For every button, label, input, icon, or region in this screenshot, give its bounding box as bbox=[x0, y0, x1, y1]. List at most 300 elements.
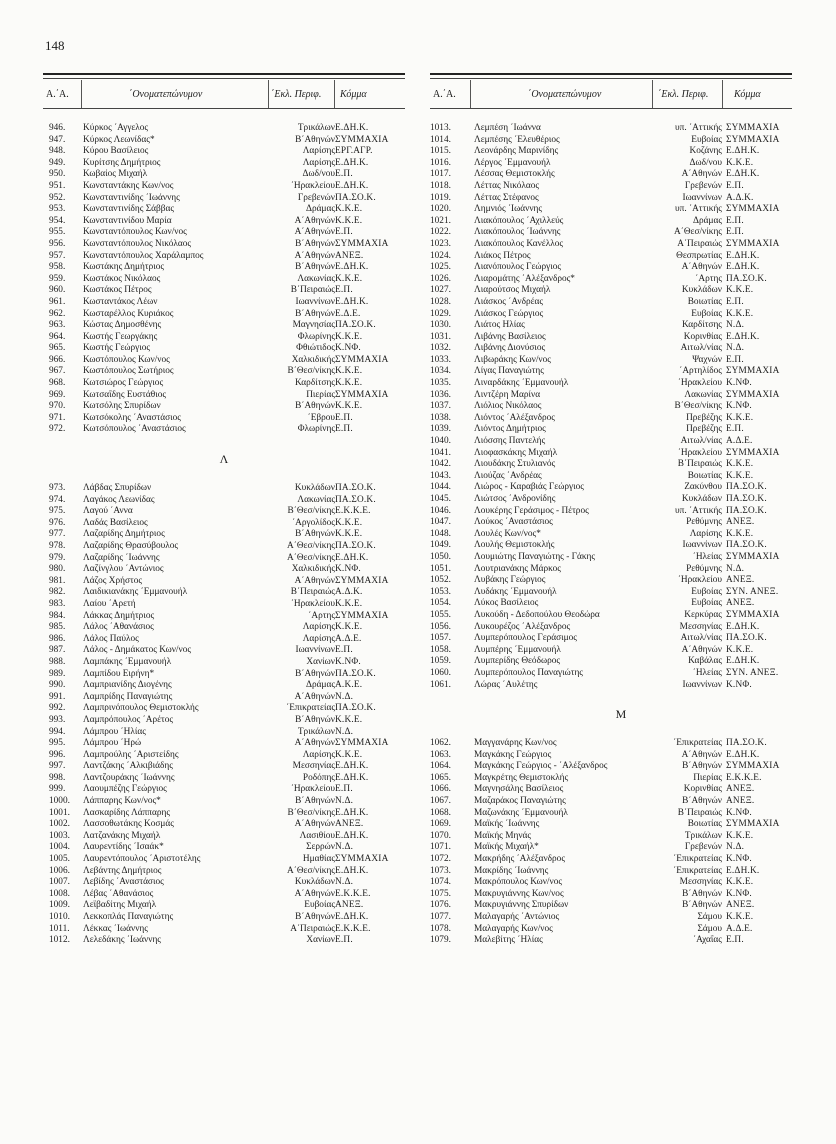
row-party: Κ.Κ.Ε. bbox=[335, 598, 363, 609]
row-number: 1030. bbox=[430, 320, 451, 331]
row-name: Λουτριανάκης Μάρκος bbox=[474, 563, 561, 574]
row-number: 1070. bbox=[430, 830, 451, 841]
row-name: Λέβας ΄Αθανάσιος bbox=[83, 888, 154, 899]
row-constituency: Χαλκιδικής bbox=[291, 564, 335, 575]
row-party: Ν.Δ. bbox=[726, 563, 745, 574]
row-party: ΑΝΕΞ. bbox=[726, 598, 755, 609]
row-number: 1044. bbox=[430, 482, 451, 493]
row-name: Μαζωνάκης ΄Εμμανουήλ bbox=[474, 807, 568, 818]
table-row bbox=[430, 320, 792, 332]
row-number: 956. bbox=[49, 238, 66, 249]
table-row bbox=[430, 158, 792, 170]
row-name: Λούκος ΄Αναστάσιος bbox=[474, 517, 553, 528]
table-row bbox=[430, 193, 792, 205]
table-row bbox=[43, 390, 405, 402]
row-party: ΣΥΜΜΑΧΙΑ bbox=[726, 389, 780, 400]
row-party: Κ.Κ.Ε. bbox=[335, 204, 363, 215]
row-party: Ε.ΔΗ.Κ. bbox=[726, 656, 760, 667]
row-constituency: Α΄Αθηνών bbox=[294, 738, 335, 749]
table-row bbox=[43, 657, 405, 669]
row-party: Ε.ΔΗ.Κ. bbox=[335, 123, 369, 133]
table-header bbox=[43, 73, 405, 109]
row-number: 1036. bbox=[430, 389, 451, 400]
table-row bbox=[430, 517, 792, 529]
row-party: ΣΥΜΜΑΧΙΑ bbox=[726, 447, 780, 458]
row-name: Μαϊκής ΄Ιωάννης bbox=[474, 819, 540, 830]
row-number: 997. bbox=[49, 761, 66, 772]
row-party: Κ.Κ.Ε. bbox=[726, 459, 754, 470]
table-row bbox=[430, 866, 792, 878]
row-name: Λουλές Κων/νος* bbox=[474, 528, 541, 539]
row-party: Ε.Δ.Ε. bbox=[335, 308, 361, 319]
row-number: 964. bbox=[49, 331, 66, 342]
row-constituency: ΄Επικρατείας bbox=[673, 854, 722, 865]
row-name: Λάλος Παύλος bbox=[83, 633, 139, 644]
row-party: ΠΑ.ΣΟ.Κ. bbox=[335, 192, 376, 203]
row-party: ΑΝΕΞ. bbox=[726, 517, 755, 528]
row-name: Κωτσόλης Σπυρίδων bbox=[83, 401, 161, 412]
row-constituency: Σάμου bbox=[697, 923, 722, 934]
row-constituency: Α΄Αθηνών bbox=[294, 215, 335, 226]
row-name: Κωσταντάκος Λέων bbox=[83, 296, 158, 307]
row-party: ΣΥΜΜΑΧΙΑ bbox=[335, 575, 389, 586]
row-number: 983. bbox=[49, 598, 66, 609]
row-party: ΠΑ.ΣΟ.Κ. bbox=[335, 483, 376, 494]
row-constituency: Α΄Αθηνών bbox=[294, 819, 335, 830]
row-number: 1033. bbox=[430, 354, 451, 365]
row-name: Λαμπρόπουλος ΄Αρέτος bbox=[83, 714, 174, 725]
right-column bbox=[430, 73, 792, 947]
row-party: Κ.Κ.Ε. bbox=[726, 157, 754, 168]
row-party: ΠΑ.ΣΟ.Κ. bbox=[726, 482, 767, 493]
row-party: Κ.Κ.Ε. bbox=[335, 517, 363, 528]
row-party: ΑΝΕΞ. bbox=[726, 900, 755, 911]
table-row bbox=[43, 332, 405, 344]
row-name: Λαζαρίδης Δημήτριος bbox=[83, 529, 165, 540]
table-row bbox=[43, 576, 405, 588]
row-party: Ε.ΔΗ.Κ. bbox=[335, 772, 369, 783]
row-number: 1064. bbox=[430, 761, 451, 772]
row-name: Λαδάς Βασίλειος bbox=[83, 517, 148, 528]
row-number: 1059. bbox=[430, 656, 451, 667]
row-constituency: υπ. ΄Αττικής bbox=[675, 123, 722, 133]
row-number: 1038. bbox=[430, 412, 451, 423]
row-number: 1026. bbox=[430, 273, 451, 284]
row-name: Λαιδικιανάκης ΄Εμμανουήλ bbox=[83, 587, 188, 598]
row-party: ΣΥΜΜΑΧΙΑ bbox=[726, 238, 780, 249]
row-constituency: Α΄Αθηνών bbox=[681, 262, 722, 273]
row-party: ΣΥΜΜΑΧΙΑ bbox=[726, 366, 780, 377]
row-constituency: Καρδίτσης bbox=[681, 320, 722, 331]
row-constituency: Ζακύνθου bbox=[684, 482, 722, 493]
row-name: Μαλαγαρής Κων/νος bbox=[474, 923, 553, 934]
row-number: 960. bbox=[49, 285, 66, 296]
row-party: Ε.Π. bbox=[335, 645, 353, 656]
table-row bbox=[430, 842, 792, 854]
row-name: Κώστας Δημοσθένης bbox=[83, 320, 162, 331]
row-number: 1027. bbox=[430, 285, 451, 296]
row-constituency: Α΄Θεσ/νίκης bbox=[287, 552, 335, 563]
row-constituency: Δράμας bbox=[305, 204, 335, 215]
row-constituency: Γρεβενών bbox=[684, 842, 722, 853]
row-name: Λατζανάκης Μιχαήλ bbox=[83, 830, 161, 841]
table-row bbox=[430, 877, 792, 889]
row-constituency: Ευβοίας bbox=[304, 900, 335, 911]
row-name: Κωνσταντόπουλος Χαράλαμπος bbox=[83, 250, 204, 261]
row-name: Μαλαγαρής ΄Αντώνιος bbox=[474, 912, 560, 922]
table-row bbox=[43, 924, 405, 936]
row-constituency: ΄Ηρακλείου bbox=[677, 447, 722, 458]
row-party: ΣΥΜΜΑΧΙΑ bbox=[335, 738, 389, 749]
row-constituency: Ψαχνών bbox=[692, 354, 722, 365]
table-row bbox=[43, 204, 405, 216]
row-constituency: Λακωνίας bbox=[297, 273, 335, 284]
row-constituency: Β΄Αθηνών bbox=[295, 238, 335, 249]
row-constituency: ΄Αρτηλίδος bbox=[679, 366, 722, 377]
table-row bbox=[43, 413, 405, 425]
row-party: Ν.Δ. bbox=[335, 842, 354, 853]
row-name: Λυμπέρης ΄Εμμανουήλ bbox=[474, 644, 561, 655]
row-name: Μακρυγιάννης Κων/νος bbox=[474, 888, 564, 899]
row-number: 1047. bbox=[430, 517, 451, 528]
row-name: Λαυρεντίδης ΄Ισαάκ* bbox=[83, 842, 164, 853]
row-constituency: Κυκλάδων bbox=[294, 483, 335, 494]
table-row bbox=[43, 808, 405, 820]
table-row bbox=[430, 413, 792, 425]
row-party: Ε.Π. bbox=[726, 296, 744, 307]
row-constituency: Β΄Αθηνών bbox=[295, 714, 335, 725]
row-constituency: Β΄Αθηνών bbox=[295, 134, 335, 145]
row-name: Λιάσκος ΄Ανδρέας bbox=[474, 296, 544, 307]
table-row bbox=[430, 343, 792, 355]
row-number: 1075. bbox=[430, 888, 451, 899]
row-number: 1014. bbox=[430, 134, 451, 145]
table-row bbox=[43, 889, 405, 901]
row-name: Λιαρομάτης ΄Αλέξανδρος* bbox=[474, 273, 575, 284]
row-name: Λύκος Βασίλειος bbox=[474, 598, 539, 609]
row-constituency: Μαγνησίας bbox=[292, 320, 335, 331]
row-constituency: Κυκλάδων bbox=[681, 494, 722, 504]
row-party: Ε.Π. bbox=[726, 215, 744, 226]
row-name: Λεβίδης ΄Αναστάσιος bbox=[83, 877, 164, 888]
row-party: Κ.Κ.Ε. bbox=[335, 366, 363, 377]
table-row bbox=[430, 622, 792, 634]
table-row bbox=[430, 540, 792, 552]
row-constituency: Φλωρίνης bbox=[297, 331, 335, 342]
row-party: ΑΝΕΞ. bbox=[335, 819, 364, 830]
table-row bbox=[43, 146, 405, 158]
row-name: Λυμπερόπουλος Γεράσιμος bbox=[474, 633, 577, 644]
row-constituency: Γρεβενών bbox=[684, 180, 722, 191]
left-list-a bbox=[43, 123, 405, 436]
row-constituency: ΄Ηρακλείου bbox=[290, 598, 335, 609]
row-number: 984. bbox=[49, 610, 66, 621]
row-constituency: Β΄Αθηνών bbox=[682, 900, 722, 911]
row-party: ΣΥΜΜΑΧΙΑ bbox=[335, 389, 389, 400]
row-name: Λώρας ΄Αυλέτης bbox=[474, 679, 538, 690]
table-row bbox=[43, 355, 405, 367]
row-name: Κωνσταντόπουλος Κων/νος bbox=[83, 227, 187, 238]
row-constituency: Ευβοίας bbox=[691, 586, 722, 597]
row-party: Ν.Δ. bbox=[726, 842, 745, 853]
row-constituency: Α΄Αθηνών bbox=[294, 575, 335, 586]
row-party: Ε.ΔΗ.Κ. bbox=[335, 262, 369, 273]
row-number: 1053. bbox=[430, 586, 451, 597]
row-constituency: Βοιωτίας bbox=[687, 296, 722, 307]
row-number: 1012. bbox=[49, 935, 70, 946]
row-constituency: ΄Αργολίδος bbox=[292, 517, 335, 528]
row-name: Λάμπρου ΄Ηλίας bbox=[83, 726, 146, 737]
row-number: 1071. bbox=[430, 842, 451, 853]
row-number: 965. bbox=[49, 343, 66, 354]
row-name: Λυβάκης Γεώργιος bbox=[474, 575, 546, 586]
table-row bbox=[43, 773, 405, 785]
row-name: Λέκκας ΄Ιωάννης bbox=[83, 923, 148, 934]
row-constituency: Λασιθίου bbox=[299, 830, 335, 841]
row-party: Ε.Π. bbox=[726, 424, 744, 435]
row-constituency: Ημαθίας bbox=[302, 854, 335, 865]
table-row bbox=[430, 401, 792, 413]
row-name: Κωβαίος Μιχαήλ bbox=[83, 169, 148, 180]
row-party: Κ.ΝΦ. bbox=[335, 564, 361, 575]
row-name: Κωνσταντόπουλος Νικόλαος bbox=[83, 238, 192, 249]
row-party: Α.Δ.Κ. bbox=[726, 192, 754, 203]
row-name: Λαμπίδου Ειρήνη* bbox=[83, 668, 155, 679]
row-constituency: Ευβοίας bbox=[691, 598, 722, 609]
row-party: ΠΑ.ΣΟ.Κ. bbox=[726, 273, 767, 284]
table-row bbox=[43, 541, 405, 553]
row-name: Κωστόπουλος Κων/νος bbox=[83, 354, 170, 365]
row-party: ΣΥΜΜΑΧΙΑ bbox=[726, 609, 780, 620]
table-row bbox=[430, 436, 792, 448]
table-row bbox=[430, 912, 792, 924]
table-row bbox=[430, 181, 792, 193]
row-name: Λαυρεντόπουλος ΄Αριστοτέλης bbox=[83, 854, 201, 865]
row-number: 1049. bbox=[430, 540, 451, 551]
row-constituency: Α΄Αθηνών bbox=[294, 250, 335, 261]
row-name: Λιβάνης Διονύσιος bbox=[474, 343, 546, 354]
row-constituency: Β΄Αθηνών bbox=[295, 796, 335, 807]
row-number: 1054. bbox=[430, 598, 451, 609]
table-row bbox=[430, 227, 792, 239]
row-name: Κωστής Γεώργιος bbox=[83, 343, 151, 354]
row-party: Ε.Π. bbox=[726, 180, 744, 191]
row-constituency: Δωδ/νου bbox=[302, 169, 335, 180]
row-number: 1035. bbox=[430, 378, 451, 389]
table-row bbox=[43, 553, 405, 565]
table-row bbox=[43, 297, 405, 309]
row-constituency: Β΄Πειραιώς bbox=[677, 459, 722, 470]
row-constituency: Τρικάλων bbox=[297, 726, 335, 737]
row-party: Ε.Π. bbox=[726, 354, 744, 365]
table-header bbox=[430, 73, 792, 109]
row-name: Λιβάνης Βασίλειος bbox=[474, 331, 546, 342]
row-party: Α.Δ.Ε. bbox=[335, 633, 362, 644]
row-party: Ε.ΔΗ.Κ. bbox=[726, 250, 760, 261]
row-constituency: υπ. ΄Αττικής bbox=[675, 204, 722, 215]
table-row bbox=[430, 309, 792, 321]
row-number: 995. bbox=[49, 738, 66, 749]
row-number: 950. bbox=[49, 169, 66, 180]
row-party: ΑΝΕΞ. bbox=[726, 784, 755, 795]
row-party: Ε.ΔΗ.Κ. bbox=[335, 157, 369, 168]
row-constituency: Α΄Θεσ/νίκης bbox=[674, 227, 722, 238]
row-constituency: Α΄Αθηνών bbox=[294, 691, 335, 702]
table-row bbox=[43, 912, 405, 924]
row-number: 1055. bbox=[430, 609, 451, 620]
row-constituency: Α΄Αθηνών bbox=[681, 749, 722, 760]
row-number: 1067. bbox=[430, 796, 451, 807]
row-party: Α.Δ.Ε. bbox=[726, 923, 753, 934]
row-name: Λιάσκος Γεώργιος bbox=[474, 308, 544, 319]
table-row bbox=[43, 495, 405, 507]
table-row bbox=[430, 262, 792, 274]
row-constituency: Ρεθύμνης bbox=[686, 563, 722, 574]
row-party: Ε.Κ.Κ.Ε. bbox=[335, 506, 371, 517]
row-number: 1042. bbox=[430, 459, 451, 470]
table-row bbox=[43, 343, 405, 355]
row-name: Λιουδάκης Στυλιανός bbox=[474, 459, 556, 470]
row-number: 972. bbox=[49, 424, 66, 435]
table-row bbox=[430, 610, 792, 622]
row-constituency: Β΄Αθηνών bbox=[295, 529, 335, 540]
row-constituency: ΄Ηρακλείου bbox=[677, 575, 722, 586]
row-number: 985. bbox=[49, 622, 66, 633]
table-row bbox=[43, 366, 405, 378]
row-name: Κωτσαΐδης Ευστάθιος bbox=[83, 389, 167, 400]
row-constituency: Κυκλάδων bbox=[681, 285, 722, 296]
row-name: Κωστάκης Δημήτριος bbox=[83, 262, 165, 273]
row-constituency: Ευβοίας bbox=[691, 134, 722, 145]
row-name: Λαμπριανίδης Διογένης bbox=[83, 680, 172, 691]
row-party: Ε.Π. bbox=[335, 784, 353, 795]
row-name: Κωσταρέλλος Κυριάκος bbox=[83, 308, 174, 319]
row-number: 1002. bbox=[49, 819, 70, 830]
row-name: Λιόντος ΄Αλέξανδρος bbox=[474, 412, 555, 423]
header-number: Α.΄Α. bbox=[433, 89, 456, 100]
row-name: Λιακόπουλος ΄Ιωάννης bbox=[474, 227, 561, 238]
table-row bbox=[43, 216, 405, 228]
row-name: Λαζαρίδης Θρασύβουλος bbox=[83, 541, 179, 551]
row-number: 974. bbox=[49, 494, 66, 505]
row-number: 1079. bbox=[430, 935, 451, 946]
table-row bbox=[430, 506, 792, 518]
row-number: 1062. bbox=[430, 738, 451, 749]
row-name: Λάππαρης Κων/νος* bbox=[83, 796, 161, 807]
table-row bbox=[430, 773, 792, 785]
header-party: Κόμμα bbox=[340, 89, 367, 100]
row-name: Κωνσταντινίδης ΄Ιωάννης bbox=[83, 192, 180, 203]
row-party: Ε.ΔΗ.Κ. bbox=[726, 331, 760, 342]
row-number: 1043. bbox=[430, 470, 451, 481]
row-constituency: υπ. ΄Αττικής bbox=[675, 505, 722, 516]
section-letter-lambda: Λ bbox=[219, 452, 229, 467]
row-constituency: Ρεθύμνης bbox=[686, 517, 722, 528]
row-number: 1058. bbox=[430, 644, 451, 655]
row-constituency: Α΄Πειραιώς bbox=[290, 923, 335, 934]
row-number: 1029. bbox=[430, 308, 451, 319]
row-party: Ν.Δ. bbox=[335, 691, 354, 702]
table-row bbox=[430, 924, 792, 936]
row-party: ΣΥΝ. ΑΝΕΞ. bbox=[726, 667, 779, 678]
table-row bbox=[43, 669, 405, 681]
row-constituency: ΄Αχαΐας bbox=[692, 935, 722, 946]
row-number: 1039. bbox=[430, 424, 451, 435]
row-number: 1010. bbox=[49, 912, 70, 922]
row-constituency: Α΄Αθηνών bbox=[681, 644, 722, 655]
table-row bbox=[43, 750, 405, 762]
row-constituency: Ιωαννίνων bbox=[682, 192, 722, 203]
table-row bbox=[430, 494, 792, 506]
row-party: Κ.Κ.Ε. bbox=[726, 830, 754, 841]
row-party: ΠΑ.ΣΟ.Κ. bbox=[726, 633, 767, 644]
header-name: ΄Ονοματεπώνυμον bbox=[528, 89, 602, 100]
row-name: Λιοφασκάκης Μιχαήλ bbox=[474, 447, 558, 458]
row-number: 1063. bbox=[430, 749, 451, 760]
table-row bbox=[430, 274, 792, 286]
row-party: Ε.ΔΗ.Κ. bbox=[335, 296, 369, 307]
table-row bbox=[430, 251, 792, 263]
row-constituency: Δωδ/νου bbox=[689, 157, 722, 168]
row-party: ΣΥΜΜΑΧΙΑ bbox=[335, 134, 389, 145]
row-party: ΠΑ.ΣΟ.Κ. bbox=[335, 494, 376, 505]
row-party: Ε.Π. bbox=[335, 424, 353, 435]
row-constituency: Β΄Αθηνών bbox=[295, 912, 335, 922]
row-constituency: Β΄Θεσ/νίκης bbox=[287, 366, 335, 377]
row-party: Ε.Π. bbox=[726, 935, 744, 946]
row-constituency: Βοιωτίας bbox=[687, 819, 722, 830]
row-name: Λιόντος Δημήτριος bbox=[474, 424, 546, 435]
row-number: 948. bbox=[49, 146, 66, 157]
row-number: 1046. bbox=[430, 505, 451, 516]
row-number: 987. bbox=[49, 645, 66, 656]
row-number: 975. bbox=[49, 506, 66, 517]
table-row bbox=[43, 634, 405, 646]
table-row bbox=[430, 355, 792, 367]
row-name: Λαμπάκης ΄Εμμανουήλ bbox=[83, 656, 172, 667]
row-constituency: ΄Ηλείας bbox=[692, 551, 722, 562]
row-party: ΣΥΜΜΑΧΙΑ bbox=[726, 761, 780, 772]
row-party: Κ.Κ.Ε. bbox=[726, 912, 754, 922]
row-constituency: Κυκλάδων bbox=[294, 877, 335, 888]
table-row bbox=[43, 158, 405, 170]
row-name: Λυκούδη - Δεδοπούλου Θεοδώρα bbox=[474, 609, 600, 620]
row-number: 978. bbox=[49, 541, 66, 551]
row-number: 1065. bbox=[430, 772, 451, 783]
row-number: 1050. bbox=[430, 551, 451, 562]
row-number: 1031. bbox=[430, 331, 451, 342]
table-row bbox=[43, 692, 405, 704]
row-constituency: Λαρίσης bbox=[302, 146, 335, 157]
row-name: Κύρου Βασίλειος bbox=[83, 146, 149, 157]
row-constituency: Πρεβέζης bbox=[686, 424, 722, 435]
row-party: Κ.ΝΦ. bbox=[726, 854, 752, 865]
row-constituency: Κερκύρας bbox=[684, 609, 722, 620]
table-row bbox=[430, 378, 792, 390]
row-number: 991. bbox=[49, 691, 66, 702]
row-name: Λαμπρίδης Παναγιώτης bbox=[83, 691, 173, 702]
row-constituency: Αιτωλ/νίας bbox=[680, 633, 722, 644]
row-party: Ε.Π. bbox=[335, 935, 353, 946]
section-letter-mu: Μ bbox=[615, 707, 627, 722]
row-number: 986. bbox=[49, 633, 66, 644]
table-row bbox=[43, 169, 405, 181]
row-name: Κωστής Γεωργάκης bbox=[83, 331, 158, 342]
row-name: Μακρήδης ΄Αλέξανδρος bbox=[474, 854, 566, 865]
table-row bbox=[43, 703, 405, 715]
header-constituency: ΄Εκλ. Περιφ. bbox=[271, 89, 322, 100]
table-row bbox=[430, 598, 792, 610]
